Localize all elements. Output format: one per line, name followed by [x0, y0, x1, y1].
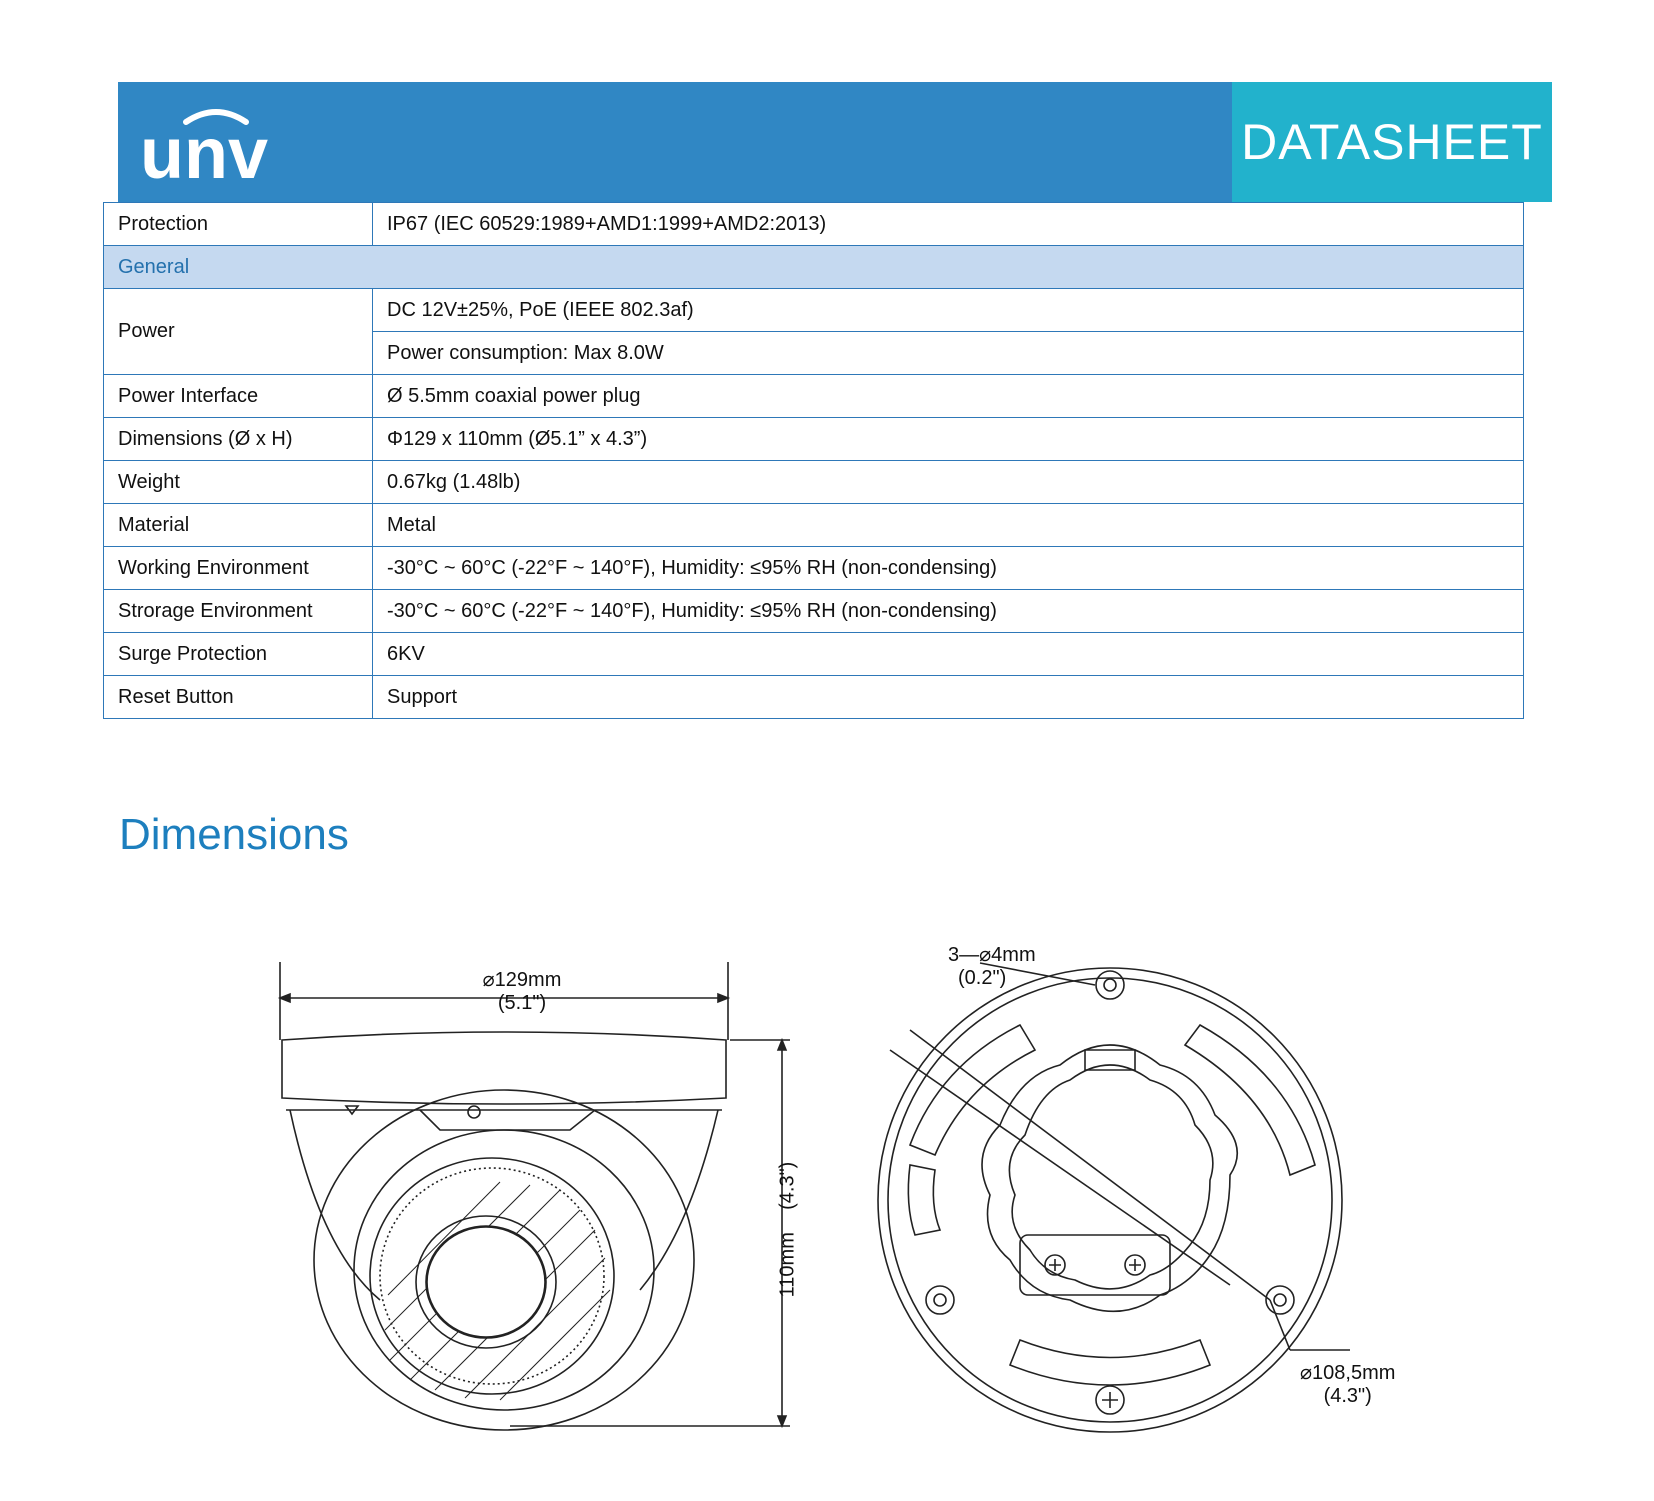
row-label: Power	[104, 289, 373, 375]
holes-mm-label: 3—⌀4mm	[948, 944, 1036, 966]
height-label	[776, 1162, 799, 1298]
table-row	[104, 590, 1524, 633]
row-label: Power Interface	[104, 375, 373, 418]
row-value: -30°C ~ 60°C (-22°F ~ 140°F), Humidity: ≤95% RH (non-condensing)	[373, 590, 1524, 633]
row-label: Dimensions (Ø x H)	[104, 418, 373, 461]
svg-text:unv: unv	[140, 114, 269, 184]
height-in-label: (4.3")	[776, 1161, 799, 1210]
row-value: 6KV	[373, 633, 1524, 676]
table-row	[104, 547, 1524, 590]
table-row	[104, 633, 1524, 676]
section-general: General	[104, 246, 1524, 289]
dimensions-heading: Dimensions	[119, 810, 349, 859]
bottom-view-drawing	[870, 955, 1370, 1455]
table-row	[104, 461, 1524, 504]
width-in-label: (5.1")	[497, 992, 547, 1014]
width-mm-label: ⌀129mm	[482, 969, 562, 991]
row-label: Protection	[104, 203, 373, 246]
row-label: Surge Protection	[104, 633, 373, 676]
circle-label	[1300, 1360, 1395, 1408]
row-value: -30°C ~ 60°C (-22°F ~ 140°F), Humidity: ≤95% RH (non-condensing)	[373, 547, 1524, 590]
row-value: Ø 5.5mm coaxial power plug	[373, 375, 1524, 418]
table-row	[104, 203, 1524, 246]
row-label: Reset Button	[104, 676, 373, 719]
table-row	[104, 375, 1524, 418]
holes-in-label: (0.2")	[958, 967, 1007, 989]
table-row	[104, 418, 1524, 461]
circle-in-label: (4.3")	[1323, 1385, 1372, 1407]
width-label	[462, 967, 582, 1015]
row-value: Power consumption: Max 8.0W	[373, 332, 1524, 375]
row-value: 0.67kg (1.48lb)	[373, 461, 1524, 504]
unv-logo	[140, 104, 290, 184]
row-label: Material	[104, 504, 373, 547]
row-value: Φ129 x 110mm (Ø5.1” x 4.3”)	[373, 418, 1524, 461]
table-row	[104, 289, 1524, 332]
spec-table	[103, 202, 1524, 719]
side-view-drawing	[260, 960, 840, 1440]
row-label: Strorage Environment	[104, 590, 373, 633]
row-value: Support	[373, 676, 1524, 719]
row-label: Working Environment	[104, 547, 373, 590]
holes-label	[948, 942, 1036, 990]
table-row	[104, 676, 1524, 719]
row-value: Metal	[373, 504, 1524, 547]
row-value: IP67 (IEC 60529:1989+AMD1:1999+AMD2:2013)	[373, 203, 1524, 246]
row-value: DC 12V±25%, PoE (IEEE 802.3af)	[373, 289, 1524, 332]
header-banner	[118, 82, 1552, 202]
table-row	[104, 504, 1524, 547]
height-mm-label: 110mm	[776, 1232, 799, 1298]
datasheet-tag: DATASHEET	[1232, 82, 1552, 202]
circle-mm-label: ⌀108,5mm	[1300, 1362, 1396, 1384]
section-header-row	[104, 246, 1524, 289]
row-label: Weight	[104, 461, 373, 504]
